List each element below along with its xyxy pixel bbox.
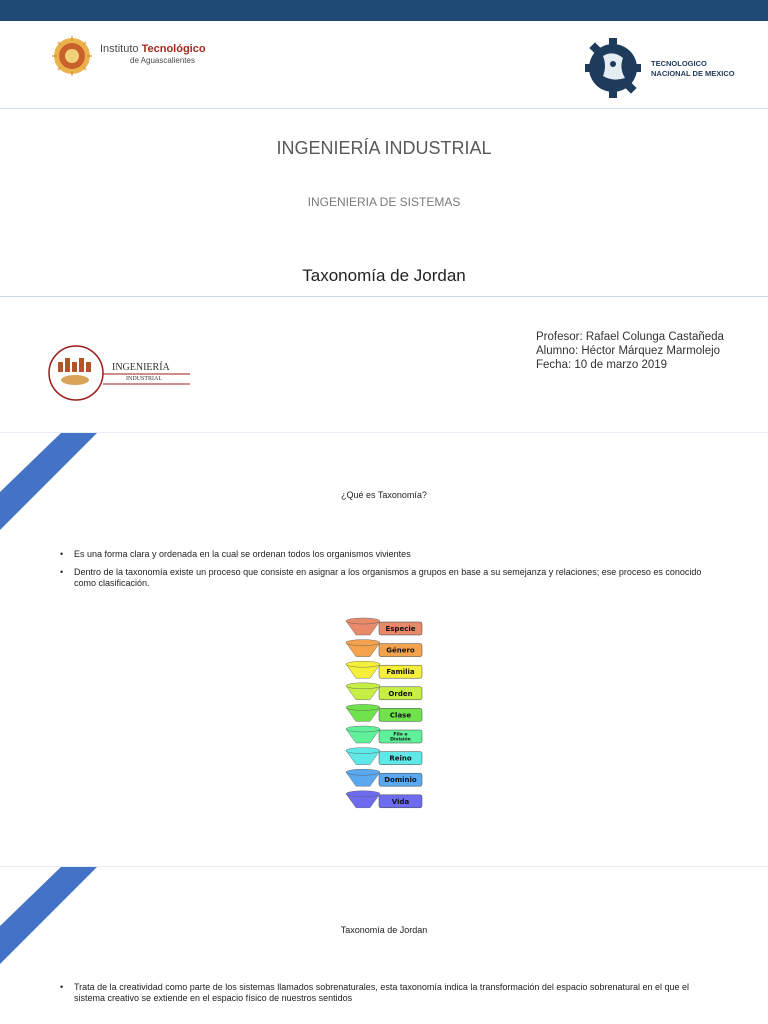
factory-icon: [58, 358, 91, 385]
logo-word-instituto: Instituto: [100, 43, 139, 55]
funnel-rim: [346, 791, 380, 797]
funnel-rim: [346, 769, 380, 775]
top-bar: [0, 0, 768, 21]
logo-subtitle: de Aguascalientes: [130, 56, 195, 65]
section1-heading: ¿Qué es Taxonomía?: [341, 490, 427, 500]
sun-emblem-icon: [52, 36, 92, 76]
level-label: Reino: [389, 754, 412, 763]
tecnm-line2: NACIONAL DE MEXICO: [651, 69, 735, 78]
taxonomy-level: [346, 618, 422, 635]
slide-divider-2: [0, 866, 768, 867]
taxonomy-level: [346, 640, 422, 657]
level-label: Clase: [389, 711, 412, 720]
level-label: Orden: [388, 689, 413, 698]
logo-word-tecnologico: Tecnológico: [141, 43, 206, 55]
fecha-line: Fecha: 10 de marzo 2019: [536, 359, 668, 371]
funnel-rim: [346, 704, 380, 710]
level-label: Especie: [385, 625, 416, 633]
blue-diagonal-accent-1: [0, 432, 100, 534]
taxonomy-level: [346, 748, 422, 765]
career-title: INGENIERÍA INDUSTRIAL: [276, 138, 492, 158]
header-divider: [0, 108, 768, 109]
level-label: Género: [386, 646, 415, 655]
taxonomy-funnel-diagram: [344, 614, 426, 816]
list-item: • Es una forma clara y ordenada en la cual se ordenan todos los organismos vivientes: [60, 549, 720, 560]
level-label: Dominio: [384, 776, 417, 785]
ing-logo-line1: INGENIERÍA: [112, 362, 170, 373]
level-label: Vida: [391, 797, 410, 806]
list-item: • Dentro de la taxonomía existe un proceso que consiste en asignar a los organismos a grupos en base a su semejanza y relaciones; ese proceso es conocido como clasificación.: [60, 567, 720, 589]
blue-diagonal-accent-2: [0, 866, 100, 968]
profesor-line: Profesor: Rafael Colunga Castañeda: [536, 331, 724, 343]
funnel-rim: [346, 726, 380, 732]
author-info: [536, 330, 724, 372]
alumno-line: Alumno: Héctor Márquez Marmolejo: [536, 345, 721, 357]
taxonomy-level: [346, 661, 422, 678]
taxonomy-level: [346, 704, 422, 721]
instituto-logo: [52, 36, 222, 76]
funnel-rim: [346, 618, 380, 624]
taxonomy-level: [346, 791, 422, 808]
ing-logo-line2: INDUSTRIAL: [126, 376, 162, 382]
tecnm-line1: TECNOLOGICO: [651, 59, 707, 68]
slide-divider-1: [0, 432, 768, 433]
title-divider: [0, 296, 768, 297]
taxonomy-level: [346, 726, 422, 743]
ingenieria-industrial-logo: [48, 344, 194, 402]
funnel-rim: [346, 683, 380, 689]
gear-emblem-icon: [585, 38, 641, 98]
section1-bullets: [60, 549, 720, 596]
topic-title: Taxonomía de Jordan: [302, 266, 466, 285]
subject-title: INGENIERIA DE SISTEMAS: [307, 195, 461, 209]
section2-bullets: [60, 982, 720, 1011]
funnel-rim: [346, 640, 380, 646]
taxonomy-level: [346, 683, 422, 700]
funnel-rim: [346, 748, 380, 754]
section2-heading: Taxonomía de Jordan: [340, 925, 428, 935]
level-label: Familia: [386, 668, 415, 677]
list-item: • Trata de la creatividad como parte de los sistemas llamados sobrenaturales, esta taxonomía indica la transformación del espacio sobrenatural en el que el sistema creativo se extiende en el espacio físico de nuestros sentidos: [60, 982, 720, 1004]
funnel-rim: [346, 661, 380, 667]
level-label: Filo o División: [390, 732, 411, 743]
svg-text:Instituto Tecnológico: [100, 43, 206, 55]
tecnm-logo: [585, 38, 735, 100]
taxonomy-level: [346, 769, 422, 786]
